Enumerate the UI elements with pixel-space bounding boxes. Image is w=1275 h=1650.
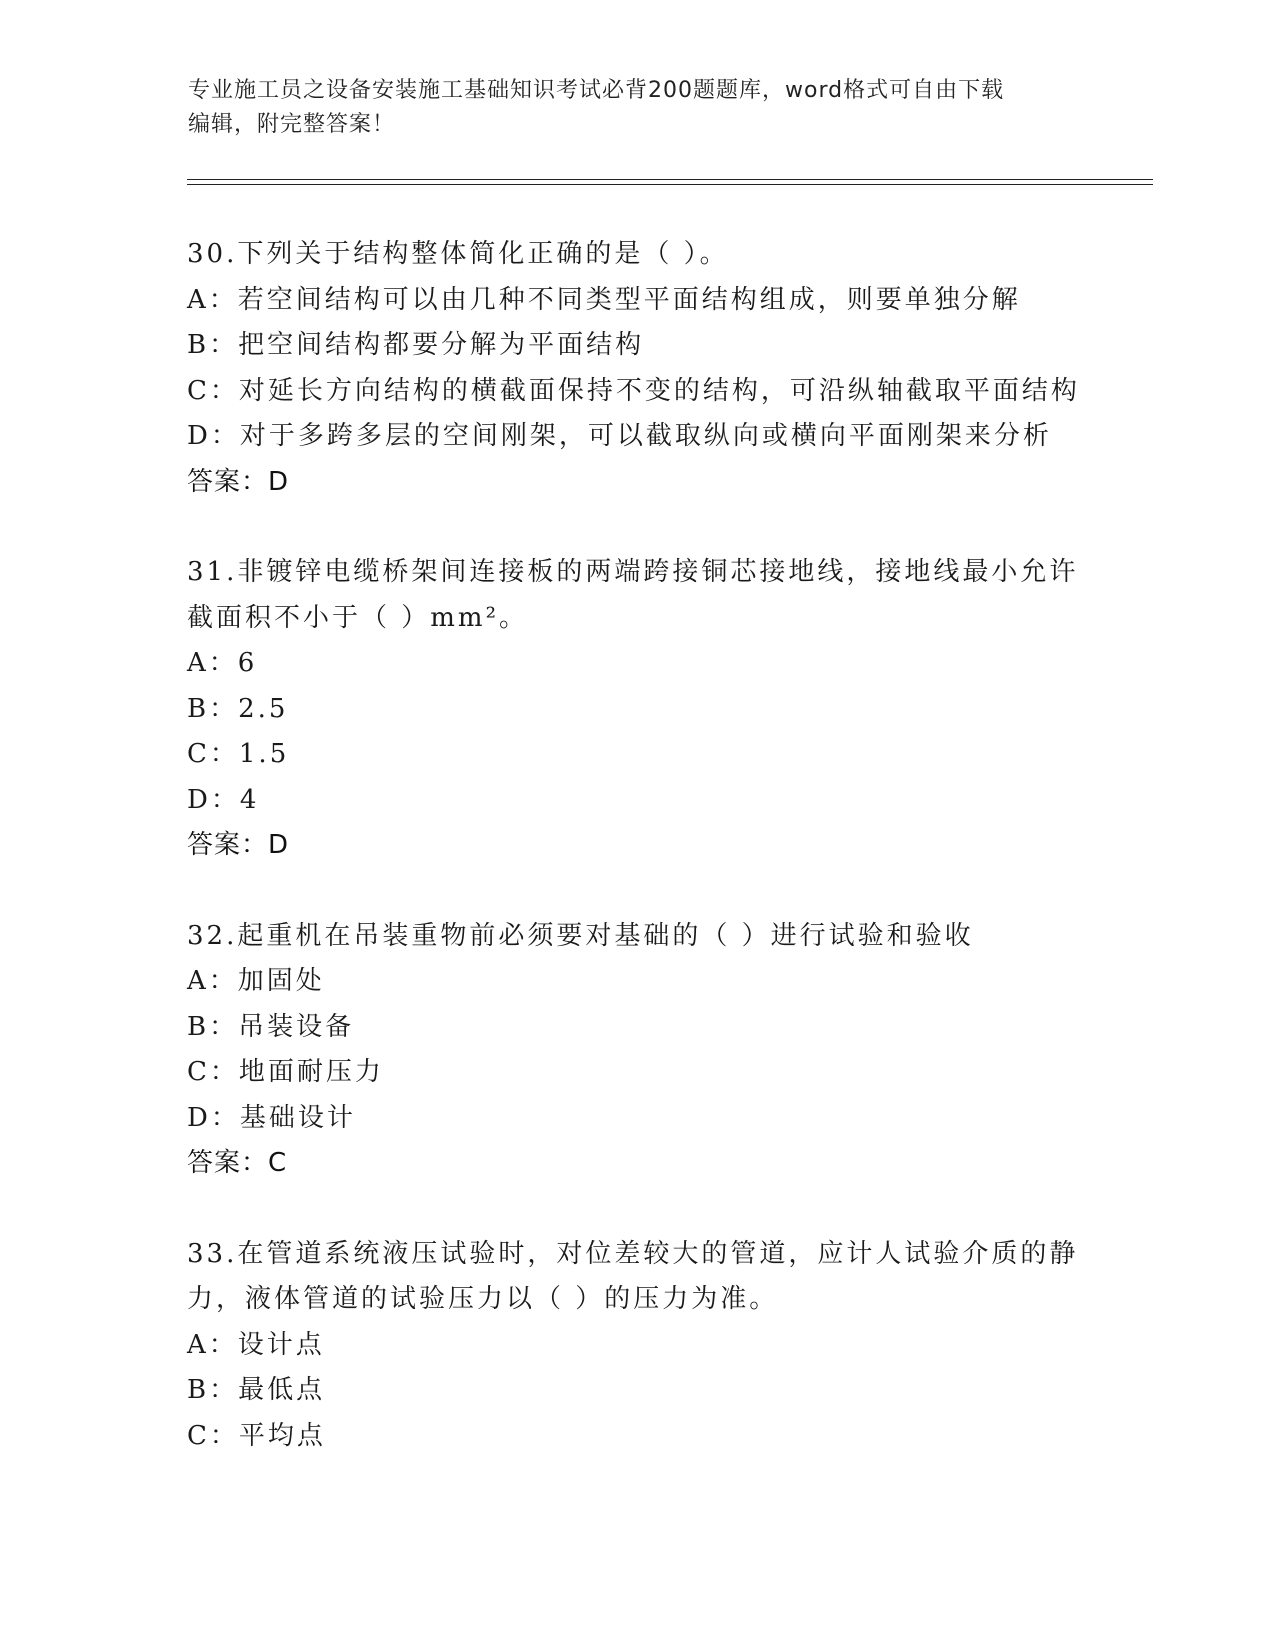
question-list	[187, 232, 1087, 1504]
question-stem-continued: 截面积不小于（ ）mm²。	[187, 602, 528, 633]
option-c: C：平均点	[187, 1420, 326, 1451]
option-b: B：最低点	[187, 1375, 326, 1405]
header-divider-bottom	[187, 184, 1153, 185]
option-a: A：若空间结构可以由几种不同类型平面结构组成，则要单独分解	[187, 284, 1021, 315]
answer-text: 答案：D	[187, 830, 290, 860]
option-d: D：对于多跨多层的空间刚架，可以截取纵向或横向平面刚架来分析	[187, 421, 1052, 451]
header-line-1: 专业施工员之设备安装施工基础知识考试必背200题题库，word格式可自由下载	[188, 78, 1005, 103]
question-stem: 33.在管道系统液压试验时，对位差较大的管道，应计人试验介质的静	[187, 1238, 1079, 1269]
option-a: A：设计点	[187, 1329, 325, 1360]
option-c: C：地面耐压力	[187, 1057, 384, 1087]
question-32	[187, 914, 1087, 1187]
option-c: C：对延长方向结构的横截面保持不变的结构，可沿纵轴截取平面结构	[187, 375, 1080, 406]
option-b: B：把空间结构都要分解为平面结构	[187, 330, 645, 360]
option-a: A：加固处	[187, 966, 325, 996]
option-b: B：2.5	[187, 693, 289, 724]
answer-text: 答案：D	[187, 466, 290, 497]
option-b: B：吊装设备	[187, 1011, 355, 1042]
header-divider-top	[187, 179, 1153, 180]
option-c: C：1.5	[187, 739, 290, 769]
option-d: D：基础设计	[187, 1102, 356, 1133]
question-33	[187, 1232, 1087, 1460]
document-header	[188, 74, 1088, 142]
question-stem: 30.下列关于结构整体简化正确的是（ ）。	[187, 239, 729, 269]
question-stem: 32.起重机在吊装重物前必须要对基础的（ ）进行试验和验收	[187, 920, 974, 951]
question-stem: 31.非镀锌电缆桥架间连接板的两端跨接铜芯接地线，接地线最小允许	[187, 557, 1079, 587]
question-stem-continued: 力，液体管道的试验压力以（ ）的压力为准。	[187, 1284, 779, 1314]
answer-text: 答案：C	[187, 1148, 288, 1178]
header-line-2: 编辑，附完整答案！	[188, 112, 396, 137]
question-30	[187, 232, 1087, 505]
question-31	[187, 550, 1087, 869]
option-d: D：4	[187, 784, 260, 815]
option-a: A：6	[187, 648, 258, 678]
